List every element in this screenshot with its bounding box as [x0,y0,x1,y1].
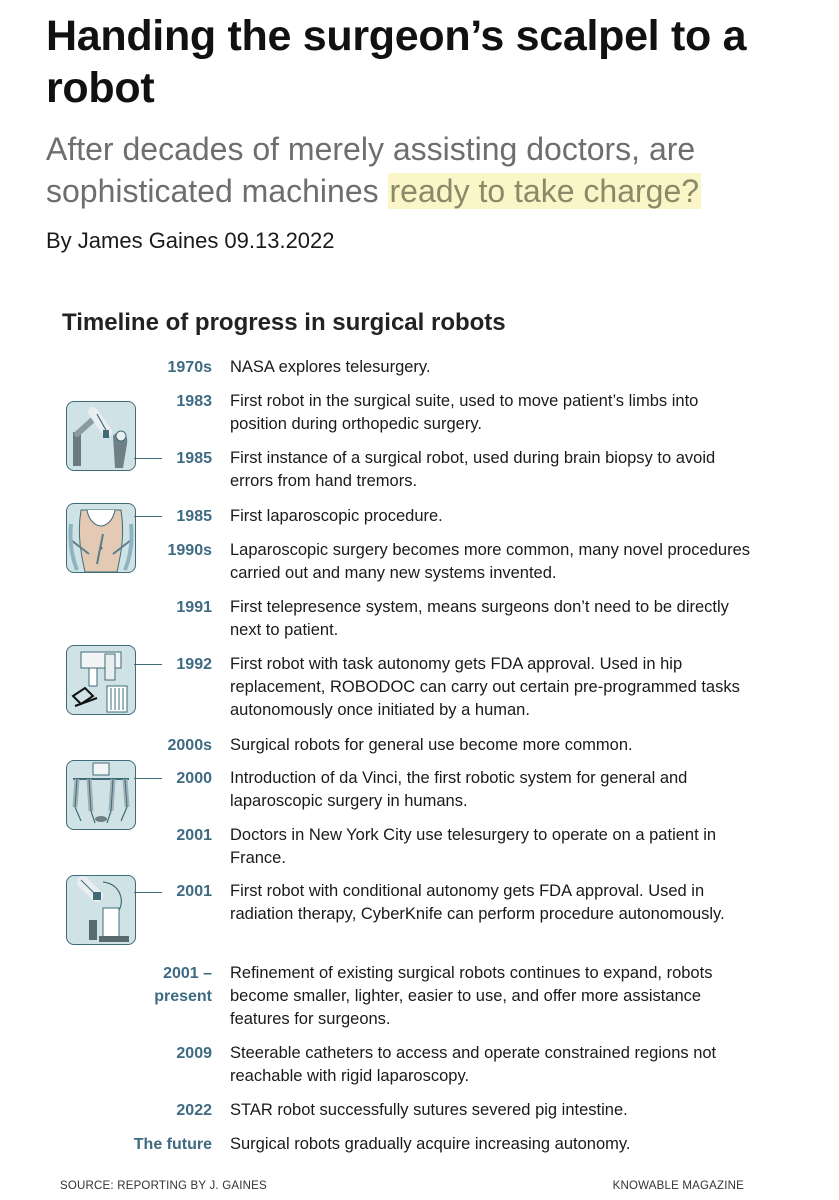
thumb-connector [134,778,162,779]
robodoc-illustration [66,645,136,715]
timeline-year: 2000 [176,770,212,787]
timeline-year: 1985 [176,450,212,467]
timeline-year: The future [133,1136,212,1153]
timeline-description: STAR robot successfully sutures severed pig intestine. [230,1101,628,1119]
timeline-description: Laparoscopic surgery becomes more common, many novel procedures carried out and many new systems invented. [230,541,750,582]
cyberknife-illustration [66,875,136,945]
byline-author[interactable]: By James Gaines [46,228,219,253]
timeline-description: Introduction of da Vinci, the first robotic system for general and laparoscopic surgery in humans. [230,769,688,810]
timeline-year: 1992 [176,656,212,673]
timeline-description: First robot in the surgical suite, used to move patient’s limbs into position during orthopedic surgery. [230,392,699,433]
headline: Handing the surgeon’s scalpel to a robot [46,12,747,112]
timeline-year: 2001 – present [154,965,212,1005]
timeline-description: First robot with conditional autonomy gets FDA approval. Used in radiation therapy, CyberKnife can perform procedure autonomously. [230,882,725,923]
timeline-description: Refinement of existing surgical robots continues to expand, robots become smaller, lighter, easier to use, and offer more assistance features for surgeons. [230,964,713,1028]
publisher-credit: KNOWABLE MAGAZINE [612,1180,744,1192]
timeline-year: 1983 [176,393,212,410]
timeline-year: 2009 [176,1045,212,1062]
timeline-year: 1970s [167,359,212,376]
timeline-year: 1985 [176,508,212,525]
timeline-description: First instance of a surgical robot, used during brain biopsy to avoid errors from hand tremors. [230,449,716,490]
graphic-title: Timeline of progress in surgical robots [62,309,506,336]
timeline-description: Steerable catheters to access and operate constrained regions not reachable with rigid laparoscopy. [230,1044,717,1085]
subheadline-highlight: ready to take charge? [389,173,700,209]
timeline-description: Doctors in New York City use telesurgery to operate on a patient in France. [230,826,717,867]
timeline-year: 2022 [176,1102,212,1119]
thumb-connector [134,516,162,517]
thumb-connector [134,458,162,459]
byline-date: 09.13.2022 [224,228,335,253]
source-credit: SOURCE: REPORTING BY J. GAINES [60,1180,267,1192]
timeline-description: Surgical robots for general use become more common. [230,736,633,754]
limb-positioning-robot-illustration [66,401,136,471]
thumb-connector [134,892,162,893]
timeline-description: First robot with task autonomy gets FDA approval. Used in hip replacement, ROBODOC can carry out certain pre-programmed tasks autonomously once initiated by a human. [230,655,740,719]
laparoscopy-patient-illustration [66,503,136,573]
timeline-description: Surgical robots gradually acquire increasing autonomy. [230,1135,631,1153]
subheadline-plain: After decades of merely assisting doctors, are sophisticated machines [46,131,696,209]
timeline-year: 2001 [176,883,212,900]
timeline-description: First telepresence system, means surgeons don’t need to be directly next to patient. [230,598,729,639]
timeline-year: 2001 [176,827,212,844]
subheadline [46,128,826,212]
timeline-year: 1991 [176,599,212,616]
timeline-description: First laparoscopic procedure. [230,507,443,525]
byline [46,228,335,254]
thumb-connector [134,664,162,665]
timeline-year: 2000s [167,737,212,754]
timeline-year: 1990s [167,542,212,559]
timeline-description: NASA explores telesurgery. [230,358,431,376]
da-vinci-arms-illustration [66,760,136,830]
